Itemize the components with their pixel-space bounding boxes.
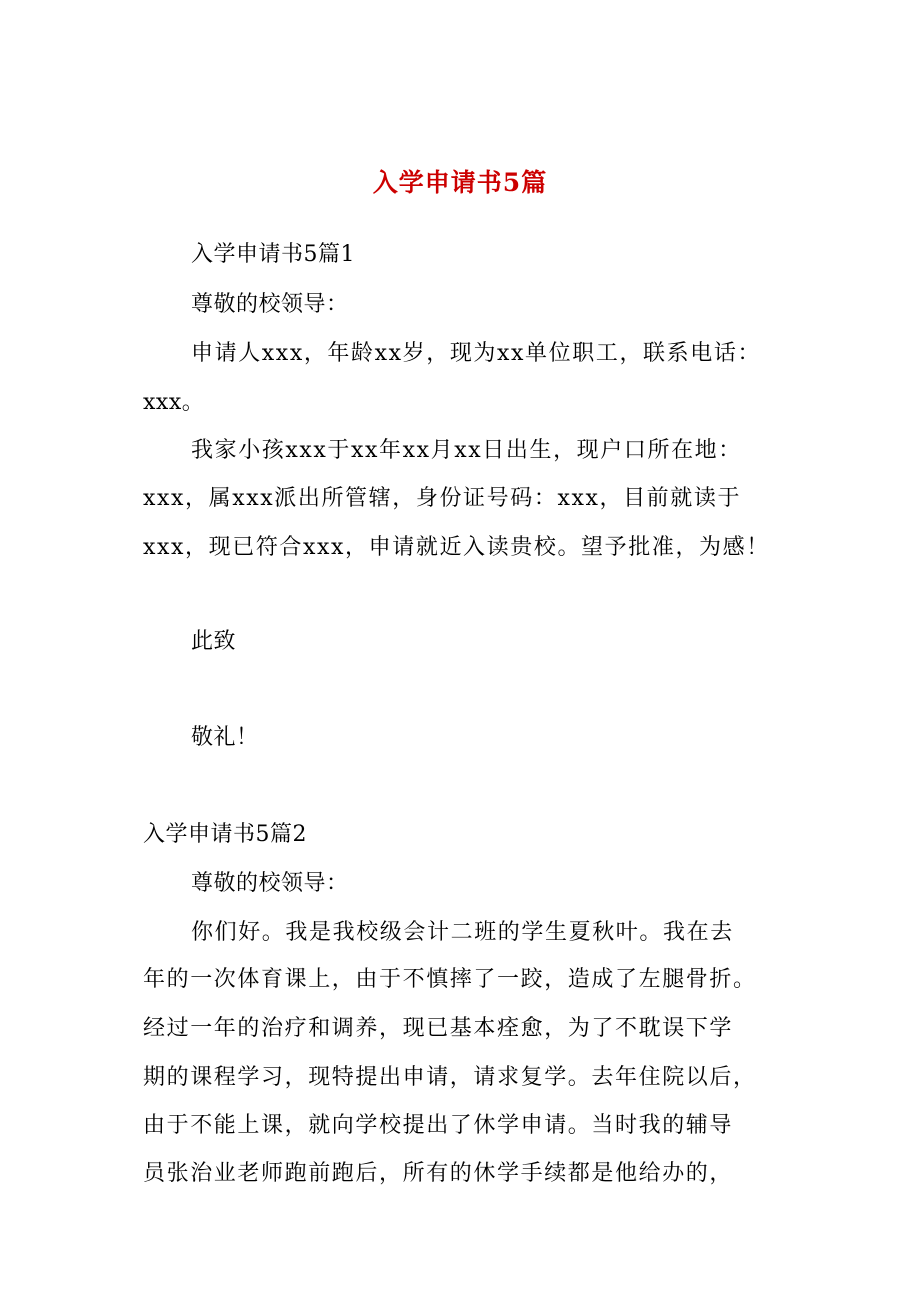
section1-paragraph1-line1: 申请人xxx，年龄xx岁，现为xx单位职工，联系电话： [191,341,762,366]
section1-paragraph2-line1: 我家小孩xxx于xx年xx月xx日出生，现户口所在地： [191,438,742,463]
section1-paragraph2-line2: xxx，属xxx派出所管辖，身份证号码：xxx，目前就读于 [143,486,742,511]
section2-body-line6: 员张治业老师跑前跑后，所有的休学手续都是他给办的， [143,1161,734,1186]
section1-paragraph2-line3: xxx，现已符合xxx，申请就近入读贵校。望予批准，为感！ [143,535,770,560]
section2-heading: 入学申请书5篇2 [143,822,307,847]
section2-salutation: 尊敬的校领导： [191,871,349,896]
section1-heading: 入学申请书5篇1 [191,242,355,267]
section2-body-line1: 你们好。我是我校级会计二班的学生夏秋叶。我在去 [191,920,734,945]
section1-salutation: 尊敬的校领导： [191,292,349,317]
section2-body-line3: 经过一年的治疗和调养，现已基本痊愈，为了不耽误下学 [143,1016,734,1041]
section1-closing-line2: 敬礼！ [191,725,259,750]
section1-closing-line1: 此致 [191,629,237,654]
document-title: 入学申请书5篇 [372,168,548,197]
section2-body-line5: 由于不能上课，就向学校提出了休学申请。当时我的辅导 [143,1113,734,1138]
section1-paragraph1-line2: xxx。 [143,390,205,415]
section2-body-line2: 年的一次体育课上，由于不慎摔了一跤，造成了左腿骨折。 [143,967,757,992]
section2-body-line4: 期的课程学习，现特提出申请，请求复学。去年住院以后， [143,1065,757,1090]
